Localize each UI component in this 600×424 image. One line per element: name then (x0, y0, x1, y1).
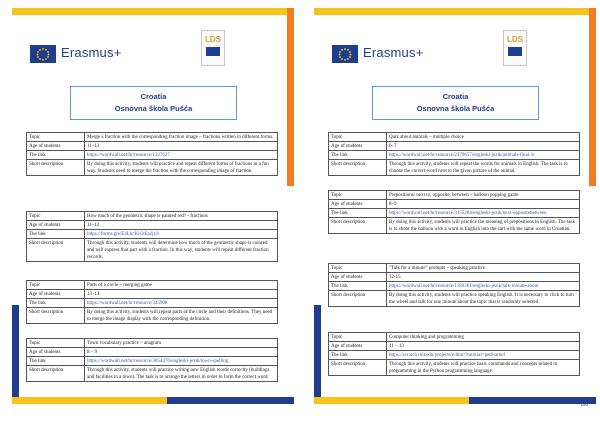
topic-value: Merge a fraction with the corresponding fraction image – fractions written in different forms. (85, 133, 278, 142)
country-title: Croatia (140, 92, 167, 101)
topic-label: Topic (329, 264, 387, 273)
age-value: 11–12 (85, 142, 278, 151)
description-label: Short description (27, 308, 85, 324)
activity-link[interactable]: https://wordwall.net/hr/resource/1180361/engleski-jezik/talk-minute-about (387, 282, 580, 291)
age-label: Age of students (27, 290, 85, 299)
school-title-box (372, 86, 539, 120)
bottom-blue-bar (167, 397, 294, 404)
topic-value: Parts of a circle – merging game (85, 281, 278, 290)
activity-link[interactable]: https://wordwall.net/hr/resource/325908 (85, 299, 278, 308)
activity-table (328, 332, 580, 376)
page-header (12, 15, 294, 87)
top-yellow-bar (314, 8, 596, 15)
erasmus-plus-logo: Erasmus+ (61, 45, 122, 60)
activity-link[interactable]: https://wordwall.net/hr/resource/2379657/engleski-jezik/animals-final-1r (387, 151, 580, 160)
description-value: Through this activity, students will practice writing new English words correctly (buildings and facilities in a town). The task is to arrange the letters in order to form the correct word. (85, 366, 278, 382)
activity-link[interactable]: https://forms.gle/E4LkcKiGtEaJj1Ji (85, 230, 278, 239)
topic-value: Prepositions: next to, opposite, between – balloon popping game (387, 191, 580, 200)
activity-link[interactable]: https://scratch.mit.edu/projects/editor/?tutorial=getStarted (387, 351, 580, 360)
topic-label: Topic (27, 281, 85, 290)
activity-table (26, 280, 278, 324)
topic-label: Topic (27, 212, 85, 221)
link-label: The link (329, 151, 387, 160)
age-value: 11–12 (85, 221, 278, 230)
age-label: Age of students (329, 200, 387, 209)
activity-table (26, 132, 278, 176)
age-label: Age of students (27, 348, 85, 357)
topic-label: Topic (27, 133, 85, 142)
age-value: 11 – 13 (387, 342, 580, 351)
school-title-box (70, 86, 237, 120)
description-value: By doing this activity, students will repeat parts of the circle and their definitions. They need to merge the image display with the corresponding definition. (85, 308, 278, 324)
age-label: Age of students (27, 142, 85, 151)
description-value: By doing this activity, students will practice speaking English. It is necessary to click to turn the wheel and talk for one minute about the topic that is randomly selected. (387, 291, 580, 307)
description-value: Through this activity, students will repeat the words for animals in English. The task is to choose the correct word next to the given picture of the animal. (387, 160, 580, 176)
left-blue-bar (12, 305, 19, 404)
topic-value: How much of the geometric shape is painted red? - fractions (85, 212, 278, 221)
topic-value: "Talk for a minute" prompts – speaking practice (387, 264, 580, 273)
lds-project-logo: LDS (201, 30, 225, 66)
link-label: The link (329, 351, 387, 360)
bottom-yellow-bar (314, 397, 469, 404)
top-yellow-bar (12, 8, 294, 15)
description-value: By doing this activity, students will practice the meaning of prepositions in English. The task is to shoot the balloon with a word in English into the cart with the same word in Croatian. (387, 218, 580, 234)
description-value: Through this activity, students will determine how much of the geometric shape is colored and will express that part with a fraction. In this way, students will repeat different fraction records. (85, 239, 278, 262)
brochure-page-left (12, 8, 294, 404)
description-value: By doing this activity, students will practice and repeat different forms of fractions in a fun way. Students need to merge the fraction with the corresponding image of fraction. (85, 160, 278, 176)
age-value: 6–7 (387, 142, 580, 151)
topic-label: Topic (329, 191, 387, 200)
brochure-page-right (314, 8, 596, 404)
activity-table (328, 263, 580, 307)
topic-value: Computer thinking and programming (387, 333, 580, 342)
description-value: Through this activity, students will practice basic commands and concepts related to programming in the Python programming language. (387, 360, 580, 376)
bottom-yellow-bar (12, 397, 167, 404)
description-label: Short description (329, 360, 387, 376)
topic-label: Topic (329, 333, 387, 342)
activity-table (328, 190, 580, 234)
age-label: Age of students (27, 221, 85, 230)
topic-value: Quiz about animals – multiple choice (387, 133, 580, 142)
activity-table (328, 132, 580, 176)
age-label: Age of students (329, 273, 387, 282)
topic-label: Topic (27, 339, 85, 348)
left-blue-bar (314, 305, 321, 404)
topic-label: Topic (329, 133, 387, 142)
link-label: The link (27, 357, 85, 366)
description-label: Short description (27, 239, 85, 262)
activity-table (26, 338, 278, 382)
description-label: Short description (329, 291, 387, 307)
description-label: Short description (27, 366, 85, 382)
description-label: Short description (27, 160, 85, 176)
lds-project-logo: LDS (503, 30, 527, 66)
age-value: 13–14 (85, 290, 278, 299)
age-value: 12-15 (387, 273, 580, 282)
activity-link[interactable]: https://wordwall.net/hr/resource/3355284/engleski-jezik/next-oppositebetween (387, 209, 580, 218)
bottom-blue-bar (469, 397, 596, 404)
age-label: Age of students (329, 142, 387, 151)
eu-flag-icon (332, 45, 358, 63)
age-value: 8 – 9 (85, 348, 278, 357)
description-label: Short description (329, 160, 387, 176)
page-number: 190 (580, 402, 588, 407)
link-label: The link (27, 230, 85, 239)
erasmus-plus-logo: Erasmus+ (363, 45, 424, 60)
description-label: Short description (329, 218, 387, 234)
activity-link[interactable]: https://wordwall.net/hr/resource/1327627 (85, 151, 278, 160)
school-title: Osnovna škola Pušća (416, 104, 495, 113)
eu-flag-icon (30, 45, 56, 63)
age-label: Age of students (329, 342, 387, 351)
link-label: The link (329, 209, 387, 218)
age-value: 8–9 (387, 200, 580, 209)
school-title: Osnovna škola Pušća (114, 104, 193, 113)
link-label: The link (27, 299, 85, 308)
link-label: The link (27, 151, 85, 160)
topic-value: Town vocabulary practice – anagram (85, 339, 278, 348)
link-label: The link (329, 282, 387, 291)
activity-table (26, 211, 278, 262)
country-title: Croatia (442, 92, 469, 101)
activity-link[interactable]: https://wordwall.net/hr/resource/3054476/engleski-jezik/town-spelling (85, 357, 278, 366)
page-header (314, 15, 596, 87)
